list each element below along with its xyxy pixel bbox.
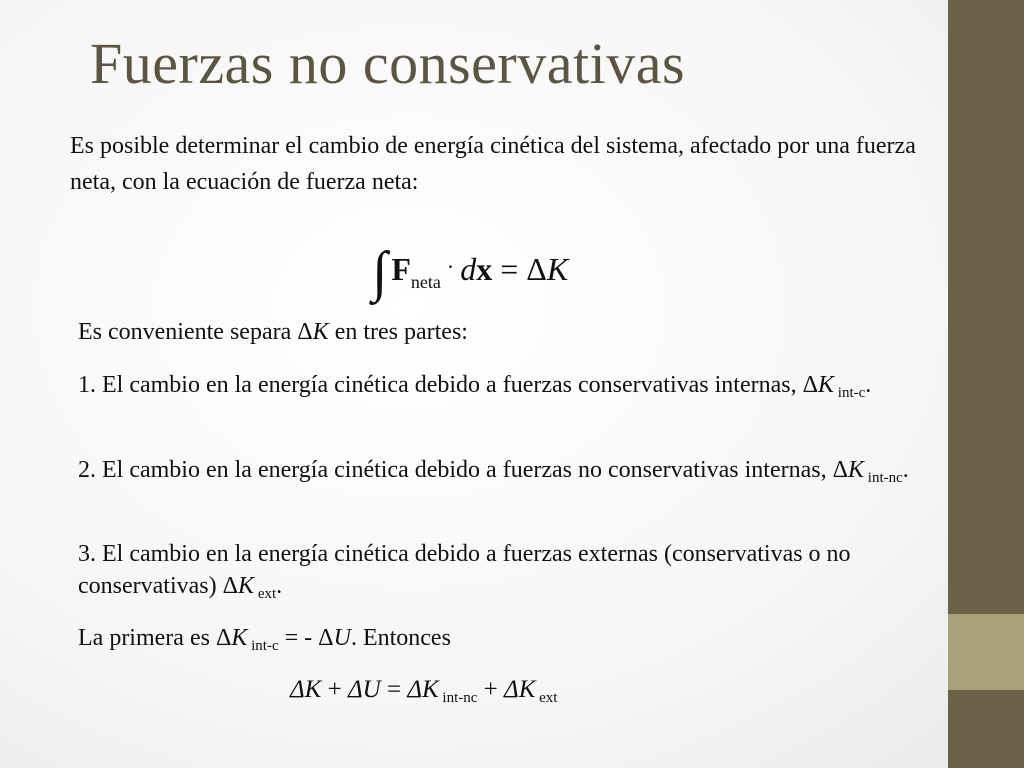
dot-operator: · (446, 254, 455, 279)
item-3 (78, 538, 948, 605)
item-3-text: 3. El cambio en la energía cinética debido a fuerzas externas (conservativas o no conservativas) (78, 541, 851, 599)
p5-end: . Entonces (350, 625, 451, 651)
item-1-text: 1. El cambio en la energía cinética debido a fuerzas conservativas internas, (78, 372, 803, 398)
p5-mid: = - (278, 625, 319, 651)
item-2 (78, 454, 948, 489)
p1-rest: en tres partes: (328, 319, 468, 345)
force-subscript: neta (410, 272, 441, 292)
item-3-end: . (276, 573, 283, 599)
integral-sign: ∫ (372, 241, 388, 303)
p1-k: K (312, 319, 329, 345)
eq2-plus-2: + (477, 676, 505, 703)
item-2-subscript: int-nc (864, 470, 903, 486)
p5-subscript: int-c (247, 638, 279, 654)
equals-sign: = (492, 251, 527, 287)
force-vector: F (391, 251, 411, 287)
item-1-delta: Δ (802, 372, 819, 398)
p5-delta-u: Δ (318, 625, 334, 651)
p1-delta: Δ (297, 319, 313, 345)
item-1 (78, 369, 948, 404)
item-3-subscript: ext (254, 586, 277, 602)
p1-text: Es conveniente separa (78, 319, 298, 345)
p5-u: U (333, 625, 351, 651)
differential-d: d (460, 251, 477, 287)
item-3-delta: Δ (222, 573, 239, 599)
item-1-k: K (818, 372, 835, 398)
eq2-plus-1: + (321, 676, 348, 703)
kinetic-energy-symbol: K (546, 251, 569, 287)
item-1-subscript: int-c (834, 385, 866, 401)
eq2-equals: = (380, 676, 408, 703)
item-2-end: . (902, 457, 909, 483)
eq2-delta-u: ΔU (347, 676, 381, 703)
displacement-vector: x (476, 251, 493, 287)
intro-paragraph: Es posible determinar el cambio de energía cinética del sistema, afectado por una fuerza neta, con la ecuación de fuerza neta: (70, 133, 916, 195)
eq2-delta-k: ΔK (290, 676, 322, 703)
eq2-subscript-int-nc: int-nc (438, 690, 478, 706)
net-force-formula (372, 230, 569, 303)
item-2-delta: Δ (832, 457, 849, 483)
eq2-subscript-ext: ext (535, 690, 558, 706)
paragraph-conclusion (78, 622, 948, 657)
item-3-k: K (238, 573, 255, 599)
item-2-text: 2. El cambio en la energía cinética debido a fuerzas no conservativas internas, (78, 457, 833, 483)
p5-delta: Δ (215, 625, 232, 651)
p5-text: La primera es (78, 625, 216, 651)
paragraph-separation (78, 316, 948, 348)
p5-k: K (231, 625, 248, 651)
eq2-delta-k-ext: ΔK (504, 676, 536, 703)
sidebar-accent-block (948, 614, 1024, 690)
slide-title: Fuerzas no conservativas (90, 31, 686, 96)
item-2-k: K (848, 457, 865, 483)
delta-symbol: Δ (526, 251, 547, 287)
eq2-delta-k-int: ΔK (407, 676, 439, 703)
energy-equation (290, 676, 557, 704)
item-1-end: . (865, 372, 872, 398)
